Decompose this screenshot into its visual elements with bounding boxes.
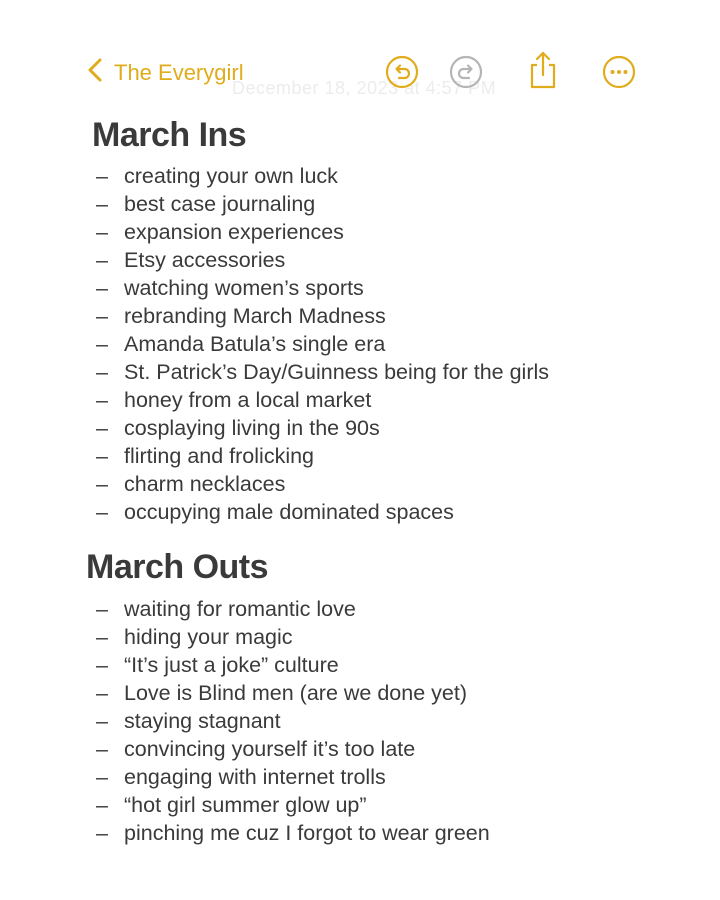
notes-toolbar — [0, 50, 720, 96]
bullet-dash: – — [96, 500, 108, 524]
more-button[interactable] — [601, 54, 637, 90]
list-item — [96, 162, 549, 190]
redo-button[interactable] — [448, 54, 484, 90]
list-item-text: “hot girl summer glow up” — [124, 793, 367, 817]
bullet-dash: – — [96, 360, 108, 384]
list-item-text: creating your own luck — [124, 164, 338, 188]
list-item-text: expansion experiences — [124, 220, 344, 244]
list-item — [96, 358, 549, 386]
bullet-dash: – — [96, 388, 108, 412]
redo-circle-icon — [448, 54, 484, 90]
bullet-dash: – — [96, 625, 108, 649]
list-item-text: pinching me cuz I forgot to wear green — [124, 821, 490, 845]
list-item — [96, 274, 549, 302]
list-item-text: convincing yourself it’s too late — [124, 737, 416, 761]
share-icon — [525, 50, 561, 90]
list-item-text: St. Patrick’s Day/Guinness being for the girls — [124, 360, 550, 384]
bullet-dash: – — [96, 737, 108, 761]
heading-march-ins: March Ins — [92, 116, 247, 154]
list-item — [96, 819, 490, 847]
bullet-dash: – — [96, 765, 108, 789]
more-ellipsis-icon — [601, 54, 637, 90]
note-date-faded: December 18, 2023 at 4:57 PM — [232, 78, 497, 98]
list-item — [96, 190, 549, 218]
bullet-dash: – — [96, 220, 108, 244]
list-item-text: flirting and frolicking — [124, 444, 315, 468]
list-item — [96, 735, 490, 763]
list-item — [96, 414, 549, 442]
list-item — [96, 707, 490, 735]
list-item-text: “It’s just a joke” culture — [124, 653, 339, 677]
list-item-text: staying stagnant — [124, 709, 281, 733]
list-item — [96, 470, 549, 498]
list-item — [96, 498, 549, 526]
bullet-dash: – — [96, 332, 108, 356]
bullet-dash: – — [96, 681, 108, 705]
share-button[interactable] — [525, 50, 561, 86]
list-item — [96, 651, 490, 679]
list-item-text: rebranding March Madness — [124, 304, 386, 328]
bullet-dash: – — [96, 192, 108, 216]
list-item-text: watching women’s sports — [124, 276, 364, 300]
list-march-ins — [96, 162, 549, 526]
list-item — [96, 442, 549, 470]
list-item-text: waiting for romantic love — [124, 597, 356, 621]
list-item — [96, 330, 549, 358]
list-item — [96, 386, 549, 414]
list-item-text: cosplaying living in the 90s — [124, 416, 380, 440]
list-item-text: Etsy accessories — [124, 248, 286, 272]
bullet-dash: – — [96, 653, 108, 677]
bullet-dash: – — [96, 793, 108, 817]
undo-button[interactable] — [384, 54, 420, 90]
list-item-text: Love is Blind men (are we done yet) — [124, 681, 467, 705]
list-item-text: Amanda Batula’s single era — [124, 332, 386, 356]
bullet-dash: – — [96, 248, 108, 272]
list-march-outs — [96, 595, 490, 847]
list-item — [96, 218, 549, 246]
list-item-text: charm necklaces — [124, 472, 286, 496]
bullet-dash: – — [96, 276, 108, 300]
bullet-dash: – — [96, 164, 108, 188]
back-button[interactable] — [86, 56, 244, 90]
list-item — [96, 595, 490, 623]
list-item — [96, 679, 490, 707]
list-item — [96, 246, 549, 274]
bullet-dash: – — [96, 304, 108, 328]
list-item — [96, 302, 549, 330]
back-label: The Everygirl — [114, 60, 244, 85]
list-item-text: engaging with internet trolls — [124, 765, 386, 789]
list-item-text: best case journaling — [124, 192, 316, 216]
chevron-left-icon — [86, 57, 104, 89]
list-item — [96, 791, 490, 819]
list-item — [96, 623, 490, 651]
bullet-dash: – — [96, 821, 108, 845]
bullet-dash: – — [96, 597, 108, 621]
list-item-text: occupying male dominated spaces — [124, 500, 454, 524]
bullet-dash: – — [96, 472, 108, 496]
list-item-text: hiding your magic — [124, 625, 293, 649]
bullet-dash: – — [96, 444, 108, 468]
undo-circle-icon — [384, 54, 420, 90]
bullet-dash: – — [96, 416, 108, 440]
list-item-text: honey from a local market — [124, 388, 372, 412]
list-item — [96, 763, 490, 791]
heading-march-outs: March Outs — [86, 548, 269, 586]
bullet-dash: – — [96, 709, 108, 733]
